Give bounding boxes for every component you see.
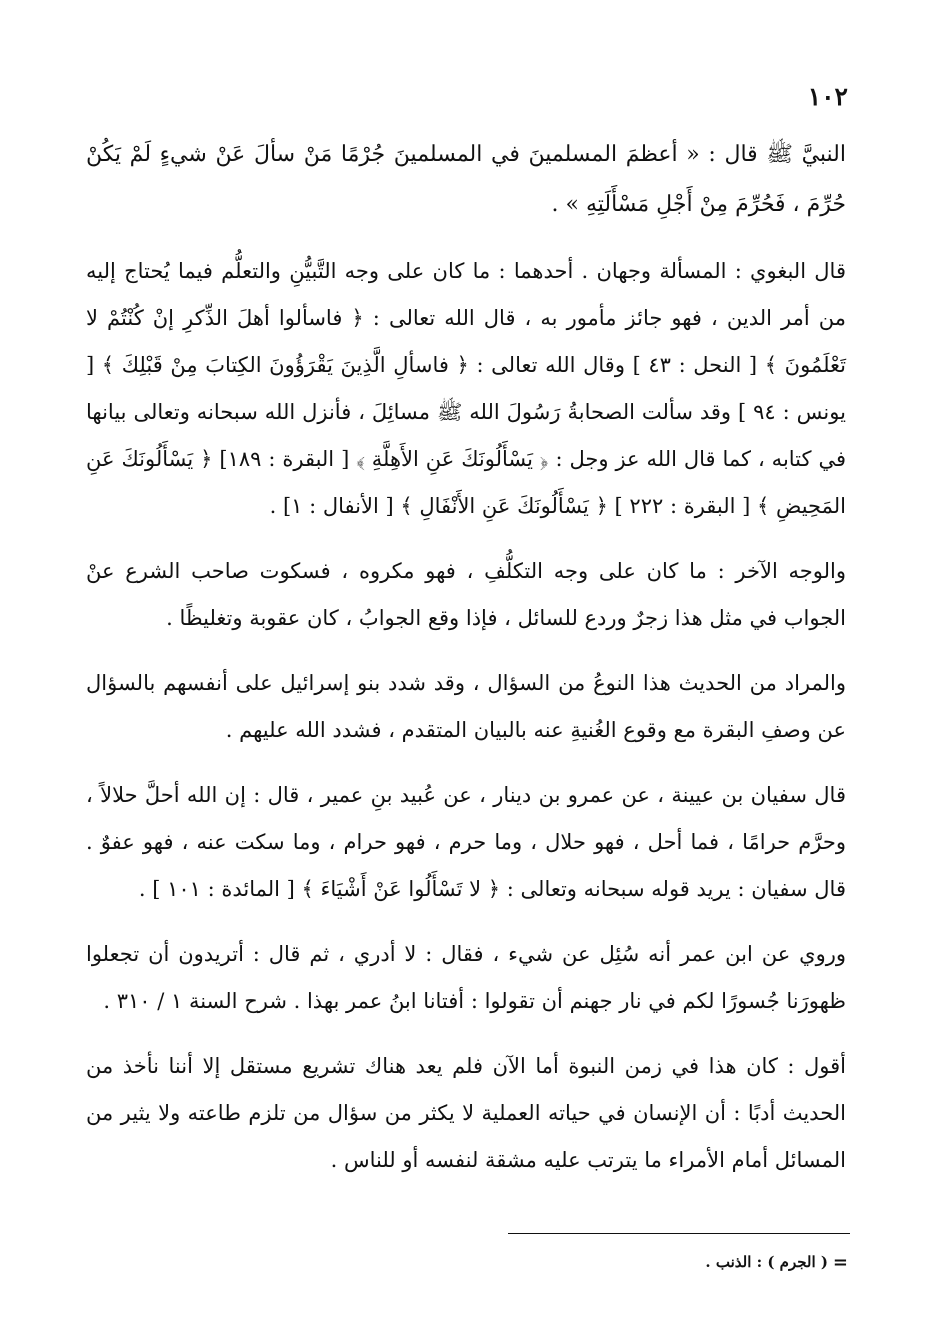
footnote-divider xyxy=(508,1233,850,1234)
paragraph-baghawi: قال البغوي : المسألة وجهان . أحدهما : ما كان على وجه التَّبيُّنِ والتعلُّم فيما يُحتاج إليه من أمر الدين ، فهو جائز مأمور به ، قال الله تعالى : ﴿ فاسألوا أهلَ الذِّكرِ إنْ كُنْتُمْ لا تَعْلَمُونَ ﴾ [ النحل : ٤٣ ] وقال الله تعالى : ﴿ فاسألِ الَّذِينَ يَقْرَؤُونَ الكِتابَ مِنْ قَبْلِكَ ﴾ [ يونس : ٩٤ ] وقد سألت الصحابةُ رَسُولَ الله ﷺ مسائِلَ ، فأنزل الله سبحانه وتعالى بيانها في كتابه ، كما قال الله عز وجل : ﴿ يَسْأَلُونَكَ عَنِ الأَهِلَّةِ ﴾ [ البقرة : ١٨٩] ﴿ يَسْأَلُونَكَ عَنِ المَحِيضِ ﴾ [ البقرة : ٢٢٢ ] ﴿ يَسْأَلُونَكَ عَنِ الأَنْفَالِ ﴾ [ الأنفال : ١] . xyxy=(86,259,846,518)
page-body xyxy=(86,130,846,1202)
paragraph-hadith-ending: النبيَّ ﷺ قال : « أعظمَ المسلمينَ في المسلمينَ جُرْمًا مَنْ سألَ عَنْ شيءٍ لَمْ يَكُنْ حُرِّمَ ، فَحُرِّمَ مِنْ أَجْلِ مَسْأَلَتِهِ » . xyxy=(86,142,846,217)
paragraph-meaning: والمراد من الحديث هذا النوعُ من السؤال ، وقد شدد بنو إسرائيل على أنفسهم بالسؤال عن وصفِ البقرة مع وقوع الغُنيةِ عنه بالبيان المتقدم ، فشدد الله عليهم . xyxy=(86,671,846,742)
paragraph-author-comment: أقول : كان هذا في زمن النبوة أما الآن فلم يعد هناك تشريع مستقل إلا أننا نأخذ من الحديث أدبًا : أن الإنسان في حياته العملية لا يكثر من سؤال من تلزم طاعته ولا يثير من المسائل أمام الأمراء ما يترتب عليه مشقة لنفسه أو للناس . xyxy=(86,1054,846,1172)
paragraph-second-aspect: والوجه الآخر : ما كان على وجه التكلُّفِ ، فهو مكروه ، فسكوت صاحب الشرع عنْ الجواب في مثل هذا زجرٌ وردع للسائل ، فإذا وقع الجوابُ ، كان عقوبة وتغليظًا . xyxy=(86,559,846,630)
page-number: ١٠٢ xyxy=(807,82,848,111)
footnote-continuation-mark: = xyxy=(832,1252,848,1273)
paragraph-sufyan: قال سفيان بن عيينة ، عن عمرو بن دينار ، عن عُبيد بنِ عمير ، قال : إن الله أحلَّ حلالاً ، وحرَّم حرامًا ، فما أحل ، فهو حلال ، وما حرم ، فهو حرام ، وما سكت عنه ، فهو عفوٌ . قال سفيان : يريد قوله سبحانه وتعالى : ﴿ لا تَسْأَلُوا عَنْ أَشْيَاءَ ﴾ [ المائدة : ١٠١ ] . xyxy=(86,783,846,901)
paragraph-ibn-umar: وروي عن ابن عمر أنه سُئِل عن شيء ، فقال : لا أدري ، ثم قال : أتريدون أن تجعلوا ظهورَنا جُسورًا لكم في نار جهنم أن تقولوا : أفتانا ابنُ عمر بهذا . شرح السنة ١ / ٣١٠ . xyxy=(86,942,846,1013)
footnote-text: ( الجرم ) : الذنب . xyxy=(705,1253,828,1271)
